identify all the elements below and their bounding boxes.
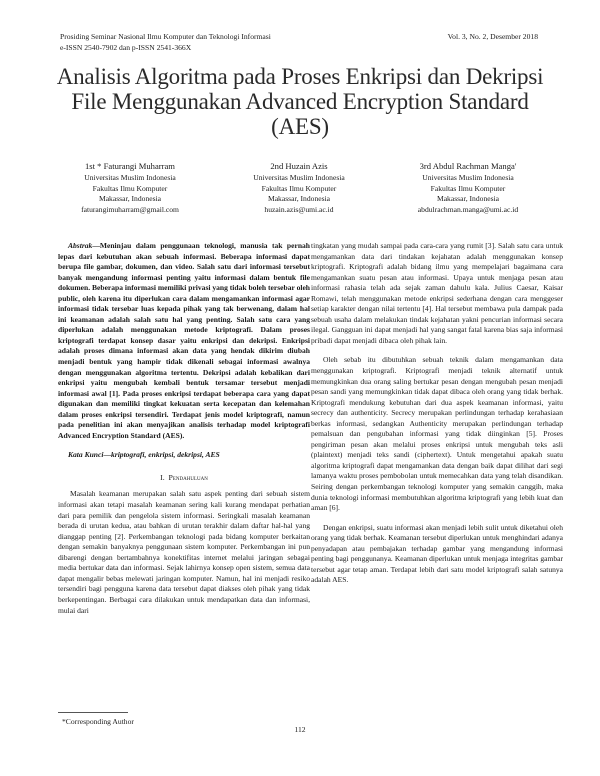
author-city: Makassar, Indonesia [267, 194, 331, 204]
author-block-2 [214, 161, 384, 215]
author-block-1 [45, 161, 215, 215]
section-heading [58, 473, 310, 484]
author-affiliation: Universitas Muslim Indonesia [253, 173, 345, 183]
body-paragraph: Masalah keamanan merupakan salah satu aspek penting dari sebuah sistem informasi akan tetapi masalah keamanan sering kali kurang mendapat perhatian dari para pemilik dan pengelola sistem informasi. Seringkali masalah keamanan berada di urutan kedua, atau bahkan di urutan terakhir dalam daftar hal-hal yang dianggap penting [2]. Perkembangan teknologi pada bidang komputer berkaitan dengan semakin banyaknya penggunaan sistem komputer. Perkembangan ini pun dibarengi dengan bertambahnya konektifitas internet melalui jaringan sebagai media bertukar data dan informasi. Sejak lahirnya konsep open sistem, semua data dapat mengalir bebas melewati jaringan komputer. Namun, hal ini menjadi resiko tersendiri bagi pengguna karena data tersebut dapat diakses oleh pihak yang tidak berkepentingan. Berbagai cara dilakukan untuk mendapatkan data dan informasi, mulai dari [58, 489, 310, 615]
author-affiliation: Universitas Muslim Indonesia [422, 173, 514, 183]
abstract-label: Abstrak [68, 241, 93, 250]
abstract [58, 241, 310, 441]
left-column [58, 241, 310, 616]
author-name: 2nd Huzain Azis [270, 161, 328, 171]
journal-header [60, 32, 271, 53]
author-block-3 [383, 161, 553, 215]
author-faculty: Fakultas Ilmu Komputer [430, 183, 506, 193]
author-city: Makassar, Indonesia [98, 194, 162, 204]
paper-title [40, 64, 560, 139]
author-city: Makassar, Indonesia [436, 194, 500, 204]
author-email[interactable]: faturangimuharram@gmail.com [81, 204, 179, 214]
section-title: Pendahuluan [168, 472, 208, 482]
footnote: *Corresponding Author [62, 717, 134, 726]
journal-issn: e-ISSN 2540-7902 dan p-ISSN 2541-366X [60, 42, 192, 52]
author-name: 3rd Abdul Rachman Manga' [419, 161, 517, 171]
footnote-rule [58, 712, 128, 713]
author-faculty: Fakultas Ilmu Komputer [261, 183, 337, 193]
title-line: File Menggunakan Advanced Encryption Standard [71, 89, 529, 114]
author-email[interactable]: abdulrachman.manga@umi.ac.id [417, 204, 519, 214]
page-number: 112 [294, 725, 306, 734]
title-line: (AES) [271, 114, 329, 139]
author-faculty: Fakultas Ilmu Komputer [92, 183, 168, 193]
keywords: Kata Kunci—kriptografi, enkripsi, dekripsi, AES [68, 450, 220, 460]
author-name: 1st * Faturangi Muharram [85, 161, 175, 171]
journal-name: Prosiding Seminar Nasional Ilmu Komputer dan Teknologi Informasi [60, 32, 271, 41]
author-email[interactable]: huzain.azis@umi.ac.id [264, 204, 334, 214]
journal-volume: Vol. 3, No. 2, Desember 2018 [447, 32, 538, 41]
body-paragraph: Dengan enkripsi, suatu informasi akan menjadi lebih sulit untuk diketahui oleh orang yang tidak berhak. Keamanan tersebut diperlukan untuk menghindari adanya penyadapan atau pembajakan terhadap gambar yang mengandung informasi penting bagi penggunanya. Keamanan diperlukan untuk menjaga integritas gambar tersebut agar tetap aman. Terdapat lebih dari satu model kriptografi salah satunya adalah AES. [311, 522, 563, 585]
author-affiliation: Universitas Muslim Indonesia [84, 173, 176, 183]
body-paragraph: Oleh sebab itu dibutuhkan sebuah teknik dalam mengamankan data menggunakan kriptografi. Kriptografi menjadi teknik alternatif untuk memungkinkan dua orang saling bertukar pesan dengan mengubah pesan menjadi pesan sandi yang memungkinkan tidak dapat dibaca oleh orang yang tidak berhak. Kriptografi mendukung kebutuhan dari dua aspek keamanan informasi, yaitu secrecy dan authenticity. Secrecy merupakan perlindungan terhadap kerahasiaan berkas informasi, sedangkan Authenticity merupakan perlindungan terhadap pemalsuan dan pengubahan informasi yang tidak diinginkan [5]. Proses pengiriman pesan akan melalui proses enkripsi untuk mengubah teks asli (plaintext) menjadi teks sandi (ciphertext). Untuk mengetahui apakah suatu algoritma kriptografi dapat mengamankan data dengan baik dapat dilihat dari segi lamanya waktu proses pembobolan untuk memecahkan data yang telah disandikan. Seiring dengan perkembangan teknologi komputer yang semakin canggih, maka dunia teknologi informasi membutuhkan algoritma kriptografi yang lebih kuat dan aman [6]. [311, 355, 563, 513]
right-column [311, 241, 563, 586]
body-paragraph: tingkatan yang mudah sampai pada cara-cara yang rumit [3]. Salah satu cara untuk mengamankan data dari tindakan kejahatan adalah menggunakan konsep kriptografi. Kriptografi adalah bidang ilmu yang mempelajari bagaimana cara mengamankan suatu pesan atau informasi. Upaya untuk menjaga pesan atau informasi rahasia telah ada sejak zaman dahulu kala. Julius Caesar, Kaisar Romawi, telah menggunakan metode enkripsi sederhana dengan cara menggeser setiap karakter dengan nilai tertentu [4]. Hal tersebut membawa pula dampak pada sebuah usaha dalam melakukan tindak kejahatan yakni pencurian informasi secara ilegal. Gangguan ini dapat menjadi hal yang sangat fatal karena bias saja informasi pribadi dapat menjadi dibaca oleh pihak lain. [311, 241, 563, 345]
title-line: Analisis Algoritma pada Proses Enkripsi dan Dekripsi [56, 64, 544, 89]
abstract-text: —Meninjau dalam penggunaan teknologi, manusia tak pernah lepas dari kebutuhan akan sebuah informasi. Beberapa informasi dapat berupa file gambar, dokumen, dan video. Salah satu dari informasi tersebut banyak mengandung informasi penting yaitu informasi dalam bentuk file dokumen. Beberapa informasi memiliki privasi yang tidak boleh tersebar oleh public, oleh karena itu diperlukan cara dalam mengamankan informasi agar informasi tidak tersebar luas kepada pihak yang tak berwenang, dalam hal ini keamanan adalah salah satu hal yang penting. Salah satu cara yang diperlukan adalah menggunakan metode kriptografi. Dalam proses kriptografi terdapat konsep dasar yaitu enkripsi dan dekripsi. Enkripsi adalah proses dimana informasi akan data yang hendak dikirim diubah menjadi bentuk yang hampir tidak dikenali sebagai informasi awalnya dengan menggunakan algoritma tertentu. Dekripsi adalah kebalikan dari enkripsi yaitu mengubah kembali bentuk tersamar tersebut menjadi informasi awal [1]. Pada proses enkripsi terdapat beberapa cara yang dapat digunakan dan memiliki tingkat kekuatan serta kecepatan dan kelemahan dalam proses enkripsi tersendiri. Terdapat jenis model kriptografi, namun pada penelitian ini akan menyajikan analisis terhadap model kriptografi Advanced Encryption Standard (AES). [58, 241, 310, 440]
section-numeral: I. [160, 472, 165, 482]
